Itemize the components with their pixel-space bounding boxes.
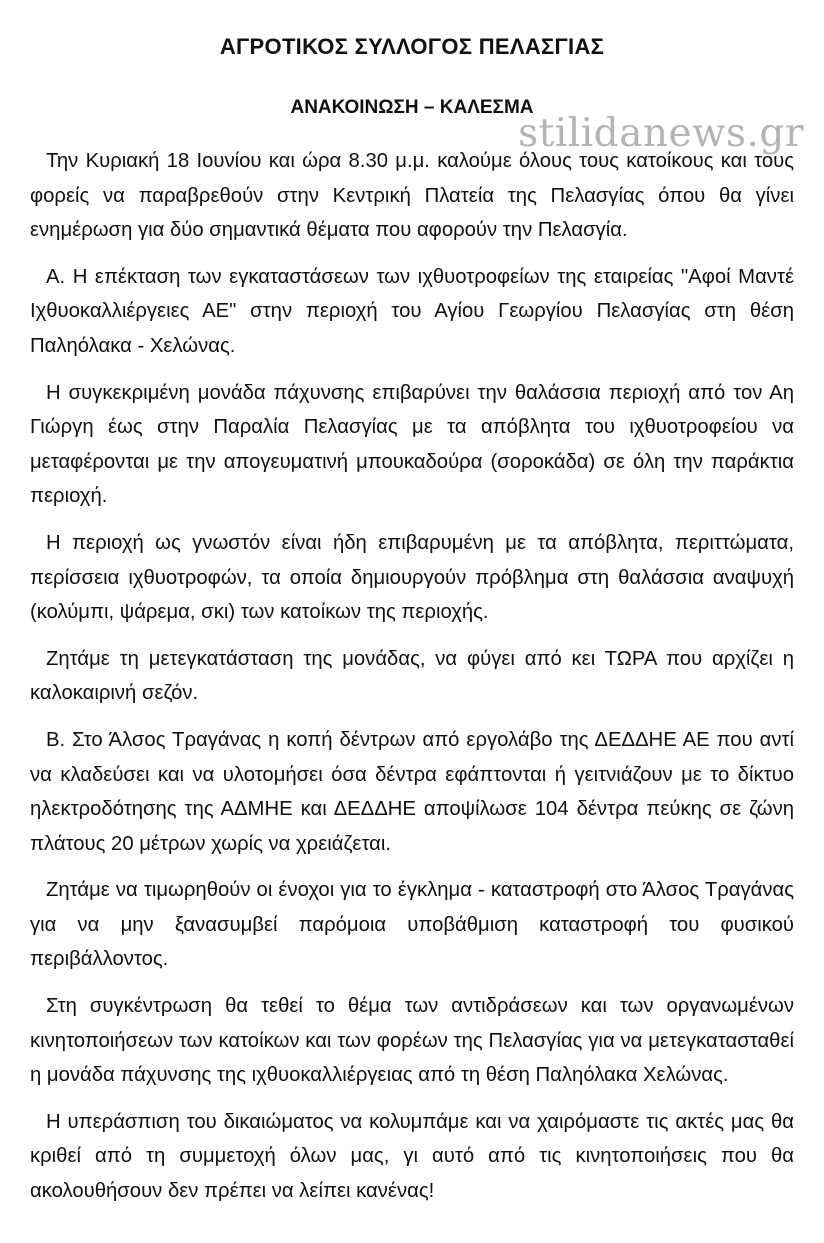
document-title: ΑΓΡΟΤΙΚΟΣ ΣΥΛΛΟΓΟΣ ΠΕΛΑΣΓΙΑΣ — [219, 34, 605, 59]
paragraph-fish-farm-impact: Η συγκεκριμένη μονάδα πάχυνσης επιβαρύνει την θαλάσσια περιοχή από τον Αη Γιώργη έως στην Παραλία Πελασγίας με τα απόβλητα του ιχθυοτροφείου να μεταφέρονται με την απογευματινή μπουκαδούρα (σοροκάδα) σε όλη την παράκτια περιοχή. — [30, 381, 794, 508]
watermark-text: stilidanews.gr — [518, 111, 804, 156]
document-subtitle: ΑΝΑΚΟΙΝΩΣΗ – ΚΑΛΕΣΜΑ — [290, 97, 534, 118]
paragraph-punishment-demand: Ζητάμε να τιμωρηθούν οι ένοχοι για το έγκλημα - καταστροφή στο Άλσος Τραγάνας για να μην ξανασυμβεί παρόμοια υποβάθμιση καταστροφή του φυσικού περιβάλλοντος. — [30, 879, 794, 971]
paragraph-area-burden: Η περιοχή ως γνωστόν είναι ήδη επιβαρυμένη με τα απόβλητα, περιττώματα, περίσσεια ιχθυοτροφών, τα οποία δημιουργούν πρόβλημα στη θαλάσσια αναψυχή (κολύμπι, ψάρεμα, σκι) των κατοίκων της περιοχής. — [30, 531, 794, 624]
paragraph-topic-b: Β. Στο Άλσος Τραγάνας η κοπή δέντρων από εργολάβο της ΔΕΔΔΗΕ ΑΕ που αντί να κλαδεύσει και να υλοτομήσει όσα δέντρα εφάπτονται ή γειτνιάζουν με το δίκτυο ηλεκτροδότησης της ΑΔΜΗΕ και ΔΕΔΔΗΕ αποψίλωσε 104 δέντρα πεύκης σε ζώνη πλάτους 20 μέτρων χωρίς να χρειάζεται. — [30, 728, 794, 855]
paragraph-intro: Την Κυριακή 18 Ιουνίου και ώρα 8.30 μ.μ. καλούμε όλους τους κατοίκους και τους φορείς να παραβρεθούν στην Κεντρική Πλατεία της Πελασγίας όπου θα γίνει ενημέρωση για δύο σημαντικά θέματα που αφορούν την Πελασγία. — [30, 150, 794, 242]
paragraph-relocation-demand: Ζητάμε τη μετεγκατάσταση της μονάδας, να φύγει από κει ΤΩΡΑ που αρχίζει η καλοκαιρινή σεζόν. — [30, 647, 794, 705]
paragraph-mobilisation: Στη συγκέντρωση θα τεθεί το θέμα των αντιδράσεων και των οργανωμένων κινητοποιήσεων των κατοίκων και των φορέων της Πελασγίας για να μετεγκατασταθεί η μονάδα πάχυνσης της ιχθυοκαλλιέργειας από τη θέση Παληόλακα Χελώνας. — [30, 995, 794, 1087]
paragraph-topic-a: Α. Η επέκταση των εγκαταστάσεων των ιχθυοτροφείων της εταιρείας "Αφοί Μαντέ Ιχθυοκαλλιέργειες ΑΕ" στην περιοχή του Αγίου Γεωργίου Πελασγίας στη θέση Παληόλακα - Χελώνας. — [30, 265, 794, 357]
announcement-body — [30, 144, 794, 1209]
paragraph-closing: Η υπεράσπιση του δικαιώματος να κολυμπάμε και να χαιρόμαστε τις ακτές μας θα κριθεί από τη συμμετοχή όλων μας, γι αυτό από τις κινητοποιήσεις που θα ακολουθήσουν δεν πρέπει να λείπει κανένας! — [30, 1110, 794, 1203]
